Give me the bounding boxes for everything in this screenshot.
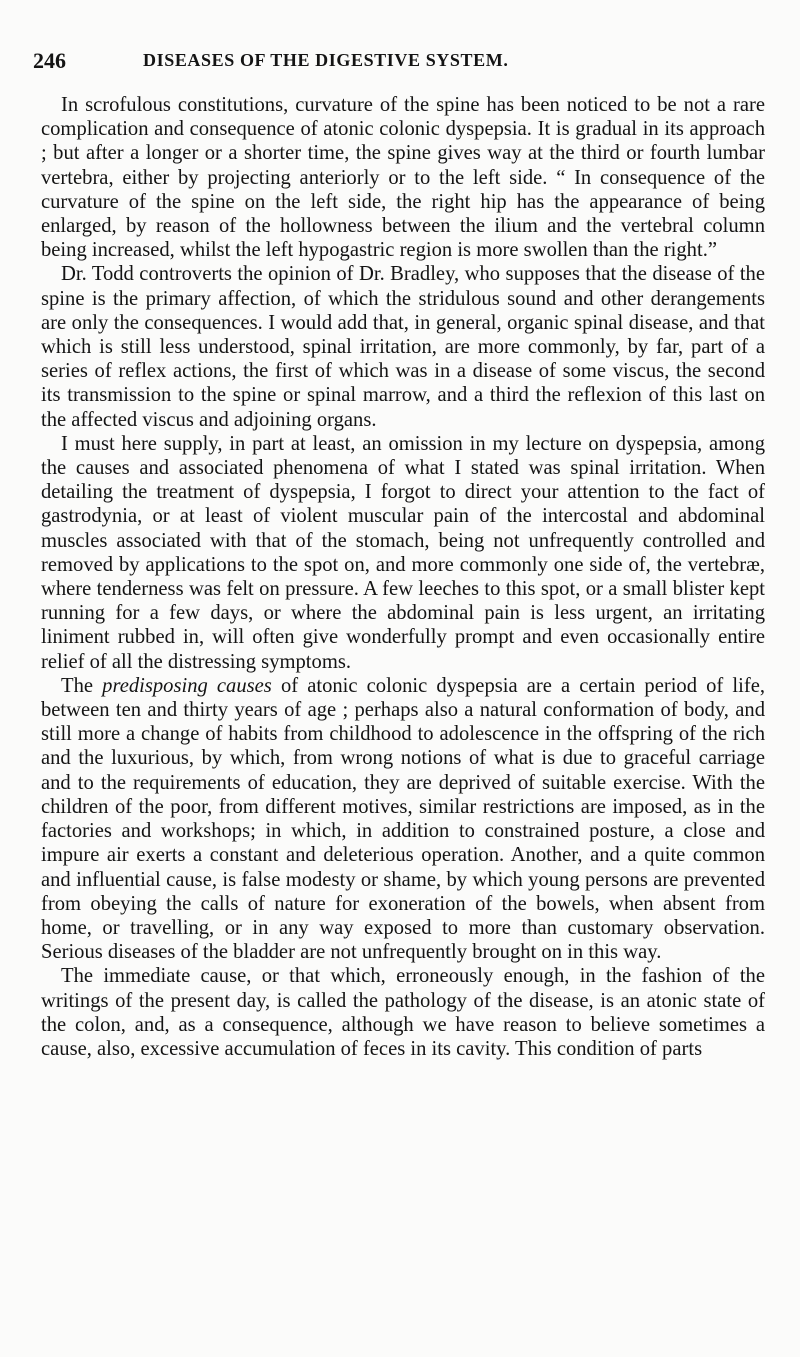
paragraph-todd-bradley: Dr. Todd controverts the opinion of Dr. Bradley, who supposes that the disease of the spine is the primary affection, of which the stridulous sound and other derangements are only the consequences. I would add that, in general, organic spinal disease, and that which is still less understood, spinal irritation, are more commonly, by far, part of a series of reflex actions, the first of which was in a disease of some viscus, the second its transmission to the spine or spinal marrow, and a third the reflexion of this last on the affected viscus and adjoining organs. (41, 263, 765, 431)
running-header (33, 48, 773, 78)
paragraph-continuation: of atonic colonic dyspepsia are a certain period of life, between ten and thirty years of age ; perhaps also a natural conformation of body, and still more a change of habits from childhood to adolescence in the offspring of the rich and the luxurious, by which, from wrong notions of what is due to graceful carriage and to the requirements of education, they are deprived of suitable exercise. With the children of the poor, from different motives, similar restrictions are imposed, as in the factories and workshops; in which, in addition to constrained posture, a close and impure air exerts a constant and deleterious operation. Another, and a quite common and influential cause, is false modesty or shame, by which young persons are prevented from obeying the calls of nature for exoneration of the bowels, when absent from home, or travelling, or in any way exposed to more than customary observation. Serious diseases of the bladder are not unfrequently brought on in this way. (41, 674, 765, 964)
body-text (41, 93, 765, 1061)
paragraph-scrofulous-curvature: In scrofulous constitutions, curvature of the spine has been noticed to be not a rare complication and consequence of atonic colonic dyspepsia. It is gradual in its approach ; but after a longer or a shorter time, the spine gives way at the third or fourth lumbar vertebra, either by projecting anteriorly or to the left side. “ In consequence of the curvature of the spine on the left side, the right hip has the appearance of being enlarged, by reason of the hollowness between the ilium and the vertebral column being increased, whilst the left hypogastric region is more swollen than the right.” (41, 94, 765, 262)
paragraph-lead-word: The (61, 674, 94, 697)
paragraph-spinal-irritation-treatment: I must here supply, in part at least, an omission in my lecture on dyspepsia, among the causes and associated phenomena of what I stated was spinal irritation. When detailing the treatment of dyspepsia, I forgot to direct your attention to the fact of gastrodynia, or at least of violent muscular pain of the intercostal and abdominal muscles associated with that of the stomach, being not unfrequently controlled and removed by applications to the spot on, and more commonly one side of, the vertebræ, where tenderness was felt on pressure. A few leeches to this spot, or a small blister kept running for a few days, or where the abdominal pain is less urgent, an irritating liniment rubbed in, will often give wonderfully prompt and even occasionally entire relief of all the distressing symptoms. (41, 432, 765, 673)
page-number: 246 (33, 48, 66, 73)
italic-term-predisposing-causes: predisposing causes (102, 674, 272, 697)
paragraph-immediate-cause: The immediate cause, or that which, erroneously enough, in the fashion of the writings of the present day, is called the pathology of the disease, is an atonic state of the colon, and, as a consequence, although we have reason to believe sometimes a cause, also, excessive accumulation of feces in its cavity. This condition of parts (41, 965, 765, 1060)
paragraph-predisposing-causes (41, 674, 765, 964)
running-title: DISEASES OF THE DIGESTIVE SYSTEM. (143, 50, 509, 70)
